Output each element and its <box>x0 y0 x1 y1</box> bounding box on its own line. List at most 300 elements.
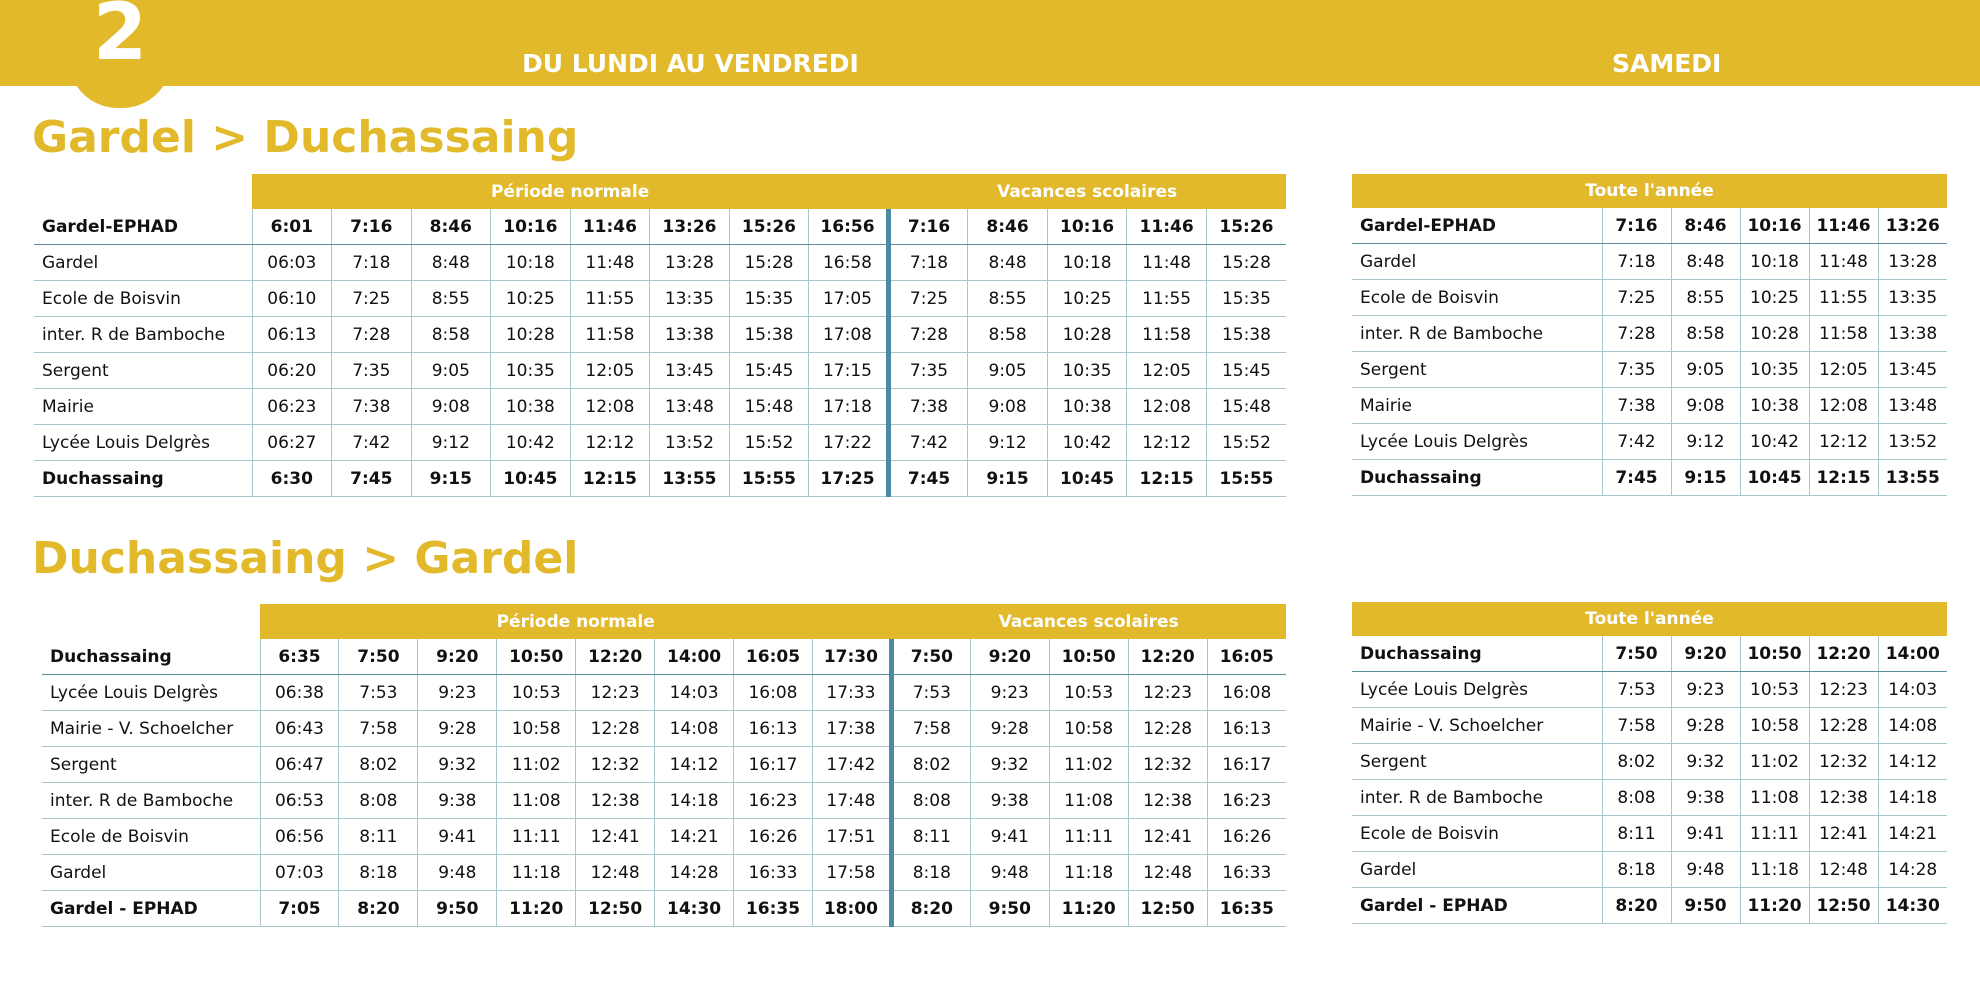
time-cell: 13:35 <box>1878 280 1947 316</box>
time-cell: 16:13 <box>734 711 813 747</box>
time-cell: 8:02 <box>339 747 418 783</box>
time-cell: 7:53 <box>339 675 418 711</box>
time-cell: 7:45 <box>1602 460 1671 496</box>
time-cell: 13:45 <box>1878 352 1947 388</box>
time-cell: 16:33 <box>734 855 813 891</box>
band-row <box>42 604 1286 639</box>
table-row <box>34 461 1286 497</box>
time-cell: 8:08 <box>891 783 970 819</box>
time-cell: 10:16 <box>1047 209 1127 245</box>
time-cell: 17:08 <box>809 317 889 353</box>
time-cell: 10:50 <box>497 639 576 675</box>
time-cell: 11:46 <box>1809 208 1878 244</box>
saturday-header: SAMEDI <box>1612 49 1722 78</box>
time-cell: 10:53 <box>497 675 576 711</box>
time-cell: 6:30 <box>252 461 332 497</box>
stop-name: inter. R de Bamboche <box>34 317 252 353</box>
time-cell: 8:55 <box>1671 280 1740 316</box>
time-cell: 8:55 <box>968 281 1048 317</box>
time-cell: 06:38 <box>260 675 339 711</box>
time-cell: 14:28 <box>655 855 734 891</box>
time-cell: 17:25 <box>809 461 889 497</box>
time-cell: 9:28 <box>970 711 1049 747</box>
time-cell: 7:28 <box>888 317 968 353</box>
time-cell: 9:20 <box>970 639 1049 675</box>
time-cell: 7:42 <box>888 425 968 461</box>
time-cell: 7:50 <box>1602 636 1671 672</box>
stop-name: Sergent <box>42 747 260 783</box>
stop-name: Gardel - EPHAD <box>42 891 260 927</box>
stop-name: Lycée Louis Delgrès <box>1352 672 1602 708</box>
time-cell: 12:50 <box>1809 888 1878 924</box>
table-row <box>1352 636 1947 672</box>
section-title-return: Duchassaing > Gardel <box>32 533 579 584</box>
time-cell: 9:23 <box>1671 672 1740 708</box>
time-cell: 14:12 <box>655 747 734 783</box>
time-cell: 7:42 <box>332 425 412 461</box>
table-row <box>1352 460 1947 496</box>
time-cell: 15:26 <box>729 209 809 245</box>
time-cell: 15:52 <box>729 425 809 461</box>
timetable-outbound-weekday <box>34 174 1286 497</box>
time-cell: 9:48 <box>970 855 1049 891</box>
table-row <box>34 281 1286 317</box>
time-cell: 8:48 <box>411 245 491 281</box>
time-cell: 11:46 <box>570 209 650 245</box>
time-cell: 17:42 <box>812 747 891 783</box>
table-row <box>34 209 1286 245</box>
time-cell: 15:26 <box>1206 209 1286 245</box>
stop-name: Gardel <box>1352 852 1602 888</box>
time-cell: 7:25 <box>332 281 412 317</box>
time-cell: 9:15 <box>411 461 491 497</box>
time-cell: 18:00 <box>812 891 891 927</box>
time-cell: 12:28 <box>1128 711 1207 747</box>
band-spacer <box>42 604 260 639</box>
time-cell: 14:08 <box>655 711 734 747</box>
time-cell: 16:33 <box>1207 855 1286 891</box>
time-cell: 10:18 <box>1740 244 1809 280</box>
time-cell: 17:18 <box>809 389 889 425</box>
time-cell: 7:42 <box>1602 424 1671 460</box>
table-row <box>1352 316 1947 352</box>
time-cell: 9:23 <box>970 675 1049 711</box>
time-cell: 15:35 <box>1206 281 1286 317</box>
time-cell: 13:26 <box>1878 208 1947 244</box>
time-cell: 16:23 <box>1207 783 1286 819</box>
band-all-year: Toute l'année <box>1352 602 1947 636</box>
time-cell: 10:53 <box>1049 675 1128 711</box>
time-cell: 12:23 <box>1809 672 1878 708</box>
time-cell: 9:38 <box>970 783 1049 819</box>
time-cell: 8:58 <box>1671 316 1740 352</box>
time-cell: 9:20 <box>1671 636 1740 672</box>
time-cell: 9:20 <box>418 639 497 675</box>
table-row <box>1352 208 1947 244</box>
time-cell: 13:26 <box>650 209 730 245</box>
stop-name: Gardel <box>1352 244 1602 280</box>
time-cell: 11:11 <box>497 819 576 855</box>
time-cell: 12:20 <box>1128 639 1207 675</box>
time-cell: 9:41 <box>970 819 1049 855</box>
time-cell: 13:38 <box>650 317 730 353</box>
time-cell: 12:12 <box>1809 424 1878 460</box>
time-cell: 9:32 <box>970 747 1049 783</box>
time-cell: 9:38 <box>1671 780 1740 816</box>
time-cell: 9:08 <box>1671 388 1740 424</box>
time-cell: 10:50 <box>1049 639 1128 675</box>
time-cell: 15:28 <box>1206 245 1286 281</box>
time-cell: 8:02 <box>891 747 970 783</box>
table-row <box>1352 780 1947 816</box>
time-cell: 7:35 <box>332 353 412 389</box>
time-cell: 7:16 <box>332 209 412 245</box>
time-cell: 7:38 <box>888 389 968 425</box>
time-cell: 7:28 <box>332 317 412 353</box>
time-cell: 7:16 <box>888 209 968 245</box>
time-cell: 10:16 <box>491 209 571 245</box>
time-cell: 12:48 <box>1128 855 1207 891</box>
time-cell: 9:41 <box>1671 816 1740 852</box>
time-cell: 12:15 <box>570 461 650 497</box>
time-cell: 7:58 <box>339 711 418 747</box>
time-cell: 9:15 <box>1671 460 1740 496</box>
time-cell: 12:23 <box>576 675 655 711</box>
time-cell: 8:46 <box>411 209 491 245</box>
time-cell: 9:32 <box>418 747 497 783</box>
time-cell: 12:08 <box>1127 389 1207 425</box>
time-cell: 17:15 <box>809 353 889 389</box>
time-cell: 9:48 <box>1671 852 1740 888</box>
time-cell: 12:48 <box>576 855 655 891</box>
time-cell: 11:08 <box>1049 783 1128 819</box>
time-cell: 16:13 <box>1207 711 1286 747</box>
time-cell: 10:53 <box>1740 672 1809 708</box>
time-cell: 10:28 <box>1047 317 1127 353</box>
time-cell: 12:38 <box>1809 780 1878 816</box>
band-normal-period: Période normale <box>252 174 888 209</box>
time-cell: 9:28 <box>418 711 497 747</box>
time-cell: 8:11 <box>339 819 418 855</box>
table-row <box>34 317 1286 353</box>
time-cell: 10:25 <box>1740 280 1809 316</box>
time-cell: 12:15 <box>1127 461 1207 497</box>
stop-name: inter. R de Bamboche <box>1352 316 1602 352</box>
time-cell: 17:51 <box>812 819 891 855</box>
band-school-holidays: Vacances scolaires <box>891 604 1286 639</box>
time-cell: 9:12 <box>968 425 1048 461</box>
time-cell: 06:53 <box>260 783 339 819</box>
table-row <box>1352 352 1947 388</box>
time-cell: 13:28 <box>650 245 730 281</box>
time-cell: 11:55 <box>1809 280 1878 316</box>
stop-name: Sergent <box>1352 352 1602 388</box>
stop-name: inter. R de Bamboche <box>42 783 260 819</box>
time-cell: 11:58 <box>1809 316 1878 352</box>
time-cell: 9:28 <box>1671 708 1740 744</box>
time-cell: 17:38 <box>812 711 891 747</box>
time-cell: 9:32 <box>1671 744 1740 780</box>
time-cell: 11:11 <box>1049 819 1128 855</box>
time-cell: 12:05 <box>1127 353 1207 389</box>
table-row <box>42 855 1286 891</box>
time-cell: 10:58 <box>1049 711 1128 747</box>
time-cell: 13:48 <box>650 389 730 425</box>
stop-name: Sergent <box>1352 744 1602 780</box>
time-cell: 12:15 <box>1809 460 1878 496</box>
table-row <box>1352 244 1947 280</box>
time-cell: 10:45 <box>491 461 571 497</box>
time-cell: 06:23 <box>252 389 332 425</box>
time-cell: 16:58 <box>809 245 889 281</box>
time-cell: 12:32 <box>1128 747 1207 783</box>
time-cell: 8:58 <box>968 317 1048 353</box>
time-cell: 14:28 <box>1878 852 1947 888</box>
time-cell: 10:45 <box>1047 461 1127 497</box>
time-cell: 7:05 <box>260 891 339 927</box>
time-cell: 11:18 <box>1049 855 1128 891</box>
time-cell: 16:23 <box>734 783 813 819</box>
time-cell: 9:15 <box>968 461 1048 497</box>
stop-name: Duchassaing <box>34 461 252 497</box>
time-cell: 15:52 <box>1206 425 1286 461</box>
time-cell: 7:35 <box>888 353 968 389</box>
stop-name: Mairie - V. Schoelcher <box>1352 708 1602 744</box>
time-cell: 12:05 <box>1809 352 1878 388</box>
time-cell: 11:58 <box>1127 317 1207 353</box>
table-row <box>1352 388 1947 424</box>
time-cell: 11:20 <box>497 891 576 927</box>
time-cell: 7:50 <box>339 639 418 675</box>
time-cell: 8:08 <box>1602 780 1671 816</box>
table-row <box>1352 744 1947 780</box>
time-cell: 14:18 <box>655 783 734 819</box>
time-cell: 13:48 <box>1878 388 1947 424</box>
time-cell: 9:05 <box>968 353 1048 389</box>
table-row <box>34 245 1286 281</box>
band-spacer <box>34 174 252 209</box>
time-cell: 11:55 <box>570 281 650 317</box>
time-cell: 16:17 <box>1207 747 1286 783</box>
time-cell: 12:41 <box>1128 819 1207 855</box>
time-cell: 13:38 <box>1878 316 1947 352</box>
time-cell: 13:45 <box>650 353 730 389</box>
timetable-outbound-saturday <box>1352 174 1947 496</box>
time-cell: 15:55 <box>1206 461 1286 497</box>
time-cell: 06:13 <box>252 317 332 353</box>
time-cell: 16:08 <box>734 675 813 711</box>
stop-name: Duchassaing <box>1352 636 1602 672</box>
stop-name: Ecole de Boisvin <box>1352 816 1602 852</box>
table-row <box>42 783 1286 819</box>
time-cell: 7:38 <box>332 389 412 425</box>
time-cell: 10:42 <box>1047 425 1127 461</box>
time-cell: 13:52 <box>1878 424 1947 460</box>
time-cell: 12:41 <box>1809 816 1878 852</box>
time-cell: 16:56 <box>809 209 889 245</box>
time-cell: 7:53 <box>1602 672 1671 708</box>
time-cell: 15:48 <box>1206 389 1286 425</box>
time-cell: 14:03 <box>1878 672 1947 708</box>
stop-name: Gardel-EPHAD <box>1352 208 1602 244</box>
time-cell: 7:45 <box>888 461 968 497</box>
table-row <box>42 891 1286 927</box>
time-cell: 14:03 <box>655 675 734 711</box>
time-cell: 15:48 <box>729 389 809 425</box>
time-cell: 7:35 <box>1602 352 1671 388</box>
time-cell: 15:38 <box>1206 317 1286 353</box>
time-cell: 17:58 <box>812 855 891 891</box>
time-cell: 9:12 <box>411 425 491 461</box>
time-cell: 06:43 <box>260 711 339 747</box>
time-cell: 8:58 <box>411 317 491 353</box>
time-cell: 10:18 <box>491 245 571 281</box>
time-cell: 17:30 <box>812 639 891 675</box>
time-cell: 16:35 <box>734 891 813 927</box>
table-row <box>1352 816 1947 852</box>
timetable-return-saturday <box>1352 602 1947 924</box>
time-cell: 7:18 <box>888 245 968 281</box>
table-row <box>34 389 1286 425</box>
time-cell: 11:18 <box>1740 852 1809 888</box>
time-cell: 12:50 <box>1128 891 1207 927</box>
time-cell: 16:05 <box>734 639 813 675</box>
time-cell: 9:08 <box>411 389 491 425</box>
time-cell: 13:35 <box>650 281 730 317</box>
time-cell: 13:55 <box>650 461 730 497</box>
time-cell: 15:55 <box>729 461 809 497</box>
time-cell: 8:20 <box>891 891 970 927</box>
time-cell: 16:26 <box>734 819 813 855</box>
table-row <box>42 747 1286 783</box>
time-cell: 9:38 <box>418 783 497 819</box>
time-cell: 06:27 <box>252 425 332 461</box>
stop-name: Sergent <box>34 353 252 389</box>
stop-name: Lycée Louis Delgrès <box>1352 424 1602 460</box>
stop-name: Gardel <box>34 245 252 281</box>
time-cell: 11:48 <box>570 245 650 281</box>
time-cell: 11:18 <box>497 855 576 891</box>
time-cell: 8:48 <box>968 245 1048 281</box>
time-cell: 8:08 <box>339 783 418 819</box>
band-row <box>1352 602 1947 636</box>
time-cell: 9:41 <box>418 819 497 855</box>
time-cell: 8:46 <box>968 209 1048 245</box>
time-cell: 8:20 <box>1602 888 1671 924</box>
table-row <box>42 819 1286 855</box>
time-cell: 8:20 <box>339 891 418 927</box>
time-cell: 12:38 <box>576 783 655 819</box>
header-bar <box>0 0 1980 86</box>
time-cell: 14:00 <box>1878 636 1947 672</box>
table-row <box>1352 424 1947 460</box>
time-cell: 7:53 <box>891 675 970 711</box>
time-cell: 7:58 <box>1602 708 1671 744</box>
time-cell: 11:20 <box>1049 891 1128 927</box>
time-cell: 11:08 <box>497 783 576 819</box>
time-cell: 16:26 <box>1207 819 1286 855</box>
time-cell: 16:08 <box>1207 675 1286 711</box>
time-cell: 10:42 <box>1740 424 1809 460</box>
band-all-year: Toute l'année <box>1352 174 1947 208</box>
time-cell: 8:48 <box>1671 244 1740 280</box>
time-cell: 7:28 <box>1602 316 1671 352</box>
time-cell: 9:05 <box>411 353 491 389</box>
time-cell: 07:03 <box>260 855 339 891</box>
time-cell: 14:21 <box>655 819 734 855</box>
time-cell: 14:12 <box>1878 744 1947 780</box>
time-cell: 11:02 <box>1740 744 1809 780</box>
time-cell: 7:58 <box>891 711 970 747</box>
time-cell: 9:05 <box>1671 352 1740 388</box>
stop-name: Gardel - EPHAD <box>1352 888 1602 924</box>
time-cell: 10:58 <box>1740 708 1809 744</box>
time-cell: 7:45 <box>332 461 412 497</box>
time-cell: 10:38 <box>491 389 571 425</box>
table-row <box>42 711 1286 747</box>
stop-name: Lycée Louis Delgrès <box>34 425 252 461</box>
table-row <box>34 353 1286 389</box>
time-cell: 10:25 <box>491 281 571 317</box>
stop-name: Lycée Louis Delgrès <box>42 675 260 711</box>
time-cell: 11:58 <box>570 317 650 353</box>
time-cell: 8:55 <box>411 281 491 317</box>
time-cell: 12:28 <box>576 711 655 747</box>
table-row <box>42 639 1286 675</box>
time-cell: 10:35 <box>491 353 571 389</box>
section-title-outbound: Gardel > Duchassaing <box>32 112 579 163</box>
time-cell: 6:01 <box>252 209 332 245</box>
time-cell: 9:50 <box>970 891 1049 927</box>
time-cell: 15:38 <box>729 317 809 353</box>
time-cell: 12:38 <box>1128 783 1207 819</box>
time-cell: 12:50 <box>576 891 655 927</box>
time-cell: 7:18 <box>1602 244 1671 280</box>
stop-name: Duchassaing <box>42 639 260 675</box>
stop-name: Gardel <box>42 855 260 891</box>
time-cell: 13:52 <box>650 425 730 461</box>
band-school-holidays: Vacances scolaires <box>888 174 1286 209</box>
time-cell: 12:12 <box>1127 425 1207 461</box>
stop-name: Gardel-EPHAD <box>34 209 252 245</box>
time-cell: 15:45 <box>1206 353 1286 389</box>
time-cell: 7:25 <box>1602 280 1671 316</box>
time-cell: 12:20 <box>1809 636 1878 672</box>
weekdays-header: DU LUNDI AU VENDREDI <box>522 49 859 78</box>
time-cell: 16:17 <box>734 747 813 783</box>
time-cell: 7:25 <box>888 281 968 317</box>
time-cell: 10:38 <box>1047 389 1127 425</box>
table-row <box>1352 280 1947 316</box>
time-cell: 06:47 <box>260 747 339 783</box>
stop-name: inter. R de Bamboche <box>1352 780 1602 816</box>
band-normal-period: Période normale <box>260 604 891 639</box>
time-cell: 11:02 <box>497 747 576 783</box>
time-cell: 16:05 <box>1207 639 1286 675</box>
table-row <box>34 425 1286 461</box>
stop-name: Mairie <box>1352 388 1602 424</box>
time-cell: 10:28 <box>1740 316 1809 352</box>
time-cell: 7:50 <box>891 639 970 675</box>
time-cell: 17:48 <box>812 783 891 819</box>
timetable-return-weekday <box>42 604 1286 927</box>
time-cell: 7:38 <box>1602 388 1671 424</box>
time-cell: 11:11 <box>1740 816 1809 852</box>
time-cell: 10:38 <box>1740 388 1809 424</box>
time-cell: 10:45 <box>1740 460 1809 496</box>
time-cell: 12:05 <box>570 353 650 389</box>
time-cell: 12:08 <box>570 389 650 425</box>
